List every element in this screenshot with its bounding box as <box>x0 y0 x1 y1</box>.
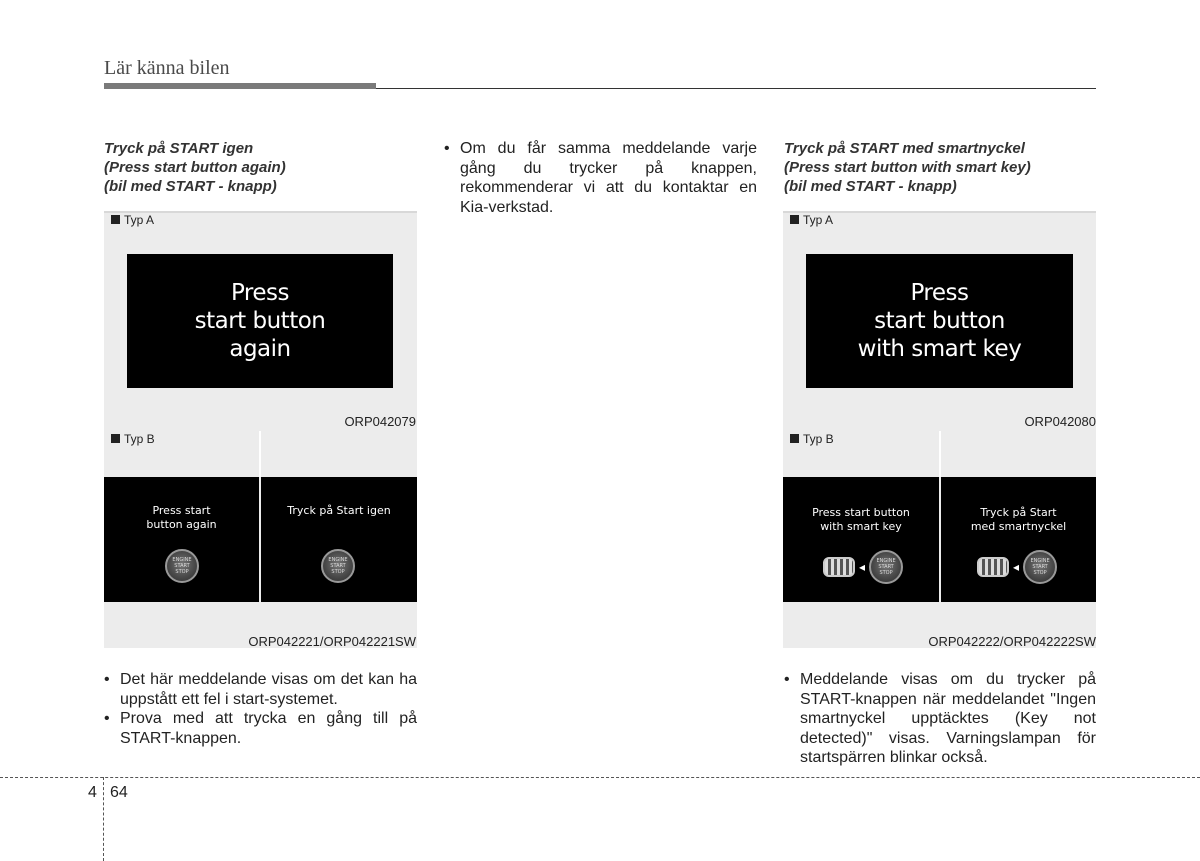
left-typ-a-code: ORP042079 <box>344 414 416 429</box>
left-typ-a-label: Typ A <box>111 213 154 227</box>
panel-line: med smartnyckel <box>970 520 1067 533</box>
start-button-icon: ENGINE START STOP <box>869 550 903 584</box>
panel-divider <box>939 431 941 477</box>
right-heading <box>784 139 1031 196</box>
bullet-item: • Meddelande visas om du trycker på START-knappen när meddelandet "Ingen smartnyckel upptäcktes (Key not detected)" visas. Varningslampan för startspärren blinkar också. <box>784 670 1096 768</box>
screen-line: Press <box>230 280 290 306</box>
page-number: 64 <box>110 784 128 801</box>
left-typ-b-code: ORP042221/ORP042221SW <box>248 634 416 649</box>
panel-line: Tryck på Start <box>980 506 1057 519</box>
left-typ-a-screen <box>127 254 393 388</box>
middle-bullets <box>444 139 757 217</box>
panel-line: button again <box>146 518 217 531</box>
header-rule-thick <box>104 83 376 89</box>
panel-line: Press start button <box>812 506 910 519</box>
bullet-item: • Om du får samma meddelande varje gång du trycker på knappen, rekommenderar vi att du kontaktar en Kia-verkstad. <box>444 139 757 217</box>
panel-line: Press start <box>152 504 211 517</box>
left-heading-line-3: (bil med START - knapp) <box>104 178 277 195</box>
left-typ-b-panel-2 <box>261 477 417 602</box>
footer-dashed-line <box>0 777 1200 778</box>
screen-line: again <box>229 336 291 362</box>
arrow-left-icon: ◂ <box>1013 560 1020 574</box>
header-rule-thin <box>376 88 1096 89</box>
panel-line: Tryck på Start igen <box>287 504 391 517</box>
right-typ-a-screen <box>806 254 1073 388</box>
chapter-title: Lär känna bilen <box>104 57 230 79</box>
left-heading <box>104 139 286 196</box>
smart-key-indicator <box>977 550 1057 584</box>
right-typ-b-panel-2 <box>941 477 1096 602</box>
right-heading-line-2: (Press start button with smart key) <box>784 159 1031 176</box>
screen-line: start button <box>194 308 326 334</box>
start-button-icon: ENGINE START STOP <box>165 549 199 583</box>
panel-divider <box>259 431 261 477</box>
left-bullets <box>104 670 417 748</box>
square-bullet-icon <box>790 215 799 224</box>
right-typ-a-label: Typ A <box>790 213 833 227</box>
square-bullet-icon <box>790 434 799 443</box>
panel-line: with smart key <box>820 520 902 533</box>
right-heading-line-3: (bil med START - knapp) <box>784 178 957 195</box>
left-typ-b-panel-1 <box>104 477 259 602</box>
smart-key-icon <box>823 557 855 577</box>
page-chapter-number: 4 <box>88 784 97 801</box>
left-heading-line-1: Tryck på START igen <box>104 140 254 157</box>
start-button-icon: ENGINE START STOP <box>1023 550 1057 584</box>
square-bullet-icon <box>111 215 120 224</box>
right-heading-line-1: Tryck på START med smartnyckel <box>784 140 1025 157</box>
arrow-left-icon: ◂ <box>859 560 866 574</box>
footer-dashed-divider <box>103 777 104 861</box>
screen-line: with smart key <box>857 336 1022 362</box>
smart-key-icon <box>977 557 1009 577</box>
bullet-item: • Det här meddelande visas om det kan ha uppstått ett fel i start-systemet. <box>104 670 417 709</box>
screen-line: start button <box>874 308 1005 334</box>
screen-line: Press <box>910 280 969 306</box>
right-typ-b-label: Typ B <box>790 432 834 446</box>
square-bullet-icon <box>111 434 120 443</box>
smart-key-indicator <box>823 550 903 584</box>
left-typ-b-label: Typ B <box>111 432 155 446</box>
right-typ-b-code: ORP042222/ORP042222SW <box>928 634 1096 649</box>
left-heading-line-2: (Press start button again) <box>104 159 286 176</box>
right-bullets <box>784 670 1096 768</box>
bullet-item: • Prova med att trycka en gång till på START-knappen. <box>104 709 417 748</box>
right-typ-a-code: ORP042080 <box>1024 414 1096 429</box>
start-button-icon: ENGINE START STOP <box>321 549 355 583</box>
right-typ-b-panel-1 <box>783 477 939 602</box>
